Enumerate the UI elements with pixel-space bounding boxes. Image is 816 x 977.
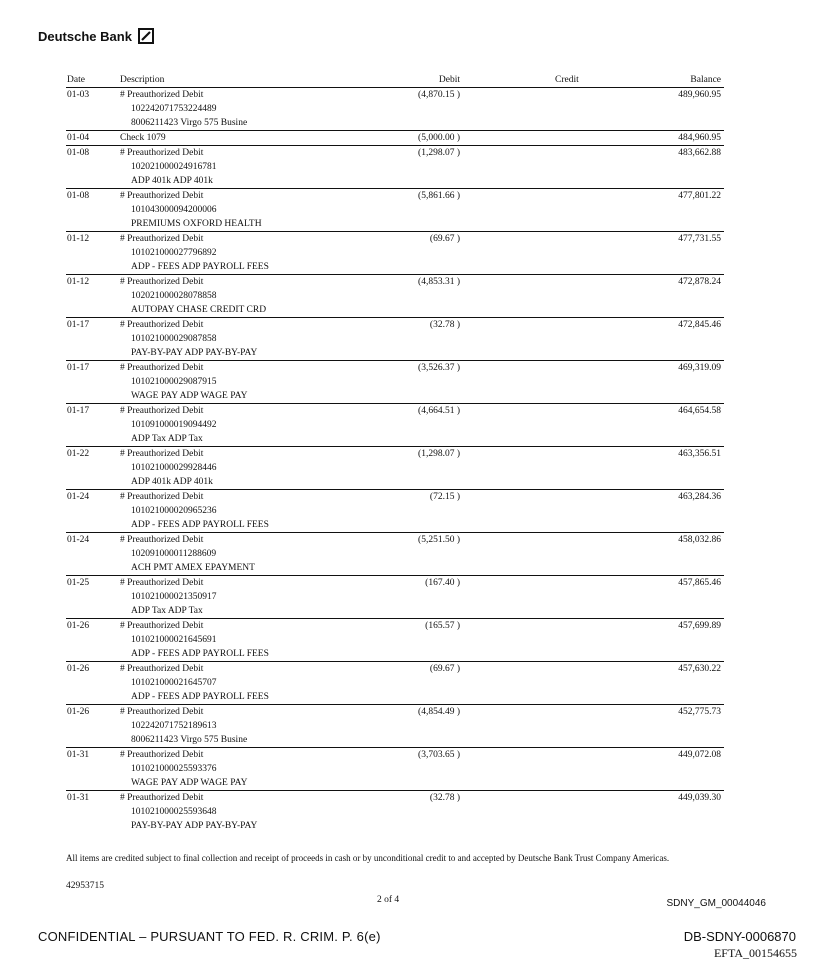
row-date: 01-31: [67, 793, 90, 803]
row-debit: (4,854.49 ): [418, 707, 460, 717]
row-description: [120, 490, 269, 532]
description-detail: 101021000029928446: [131, 463, 217, 473]
description-detail: WAGE PAY ADP WAGE PAY: [131, 391, 248, 401]
description-detail: ADP - FEES ADP PAYROLL FEES: [131, 520, 269, 530]
row-balance: 449,072.08: [678, 750, 721, 760]
description-type: # Preauthorized Debit: [120, 277, 204, 287]
table-row: [66, 576, 724, 619]
description-type: # Preauthorized Debit: [120, 406, 204, 416]
row-description: [120, 791, 257, 833]
row-description: [120, 447, 217, 489]
row-description: [120, 318, 257, 360]
description-detail: 101021000029087858: [131, 334, 217, 344]
description-detail: ADP Tax ADP Tax: [131, 434, 203, 444]
table-row: [66, 748, 724, 791]
row-debit: (69.67 ): [429, 664, 460, 674]
row-balance: 463,356.51: [678, 449, 721, 459]
description-detail: 102242071752189613: [131, 721, 217, 731]
row-date: 01-08: [67, 148, 90, 158]
row-balance: 483,662.88: [678, 148, 721, 158]
row-debit: (1,298.07 ): [418, 449, 460, 459]
row-debit: (165.57 ): [425, 621, 460, 631]
description-type: # Preauthorized Debit: [120, 90, 204, 100]
bates-db-sdny: DB-SDNY-0006870: [683, 929, 796, 944]
row-date: 01-25: [67, 578, 90, 588]
table-row: [66, 232, 724, 275]
row-debit: (4,853.31 ): [418, 277, 460, 287]
description-detail: ADP Tax ADP Tax: [131, 606, 203, 616]
table-header: [66, 73, 724, 88]
row-debit: (5,861.66 ): [418, 191, 460, 201]
table-row: [66, 705, 724, 748]
row-debit: (4,870.15 ): [418, 90, 460, 100]
description-detail: 101021000029087915: [131, 377, 217, 387]
description-detail: 102021000028078858: [131, 291, 217, 301]
row-balance: 457,630.22: [678, 664, 721, 674]
table-row: [66, 791, 724, 833]
row-date: 01-08: [67, 191, 90, 201]
row-description: [120, 662, 269, 704]
row-date: 01-24: [67, 492, 90, 502]
description-type: # Preauthorized Debit: [120, 535, 204, 545]
description-type: # Preauthorized Debit: [120, 578, 204, 588]
row-date: 01-17: [67, 406, 90, 416]
row-description: [120, 131, 166, 145]
row-date: 01-12: [67, 234, 90, 244]
table-row: [66, 533, 724, 576]
description-detail: 8006211423 Virgo 575 Busine: [131, 118, 248, 128]
table-row: [66, 662, 724, 705]
row-description: [120, 705, 247, 747]
description-detail: 101021000027796892: [131, 248, 217, 258]
description-detail: 102021000024916781: [131, 162, 217, 172]
row-description: [120, 146, 217, 188]
row-debit: (167.40 ): [425, 578, 460, 588]
description-detail: AUTOPAY CHASE CREDIT CRD: [131, 305, 267, 315]
row-date: 01-04: [67, 133, 90, 143]
row-balance: 449,039.30: [678, 793, 721, 803]
row-balance: 458,032.86: [678, 535, 721, 545]
description-detail: 101021000021645707: [131, 678, 217, 688]
description-detail: 101021000021645691: [131, 635, 217, 645]
table-row: [66, 447, 724, 490]
row-description: [120, 189, 262, 231]
row-date: 01-26: [67, 664, 90, 674]
description-detail: 101021000025593648: [131, 807, 217, 817]
description-type: Check 1079: [120, 133, 166, 143]
account-reference: 42953715: [66, 881, 104, 891]
table-row: [66, 361, 724, 404]
row-date: 01-31: [67, 750, 90, 760]
description-type: # Preauthorized Debit: [120, 621, 204, 631]
row-date: 01-22: [67, 449, 90, 459]
row-balance: 457,699.89: [678, 621, 721, 631]
disclaimer-text: All items are credited subject to final collection and receipt of proceeds in cash or by unconditional credit to and accepted by Deutsche Bank Trust Company Americas.: [66, 853, 670, 863]
bank-name: Deutsche Bank: [38, 28, 132, 44]
row-description: [120, 619, 269, 661]
transaction-table: [66, 73, 724, 833]
row-debit: (5,000.00 ): [418, 133, 460, 143]
row-debit: (32.78 ): [429, 793, 460, 803]
row-debit: (3,703.65 ): [418, 750, 460, 760]
description-type: # Preauthorized Debit: [120, 664, 204, 674]
row-date: 01-17: [67, 363, 90, 373]
row-balance: 484,960.95: [678, 133, 721, 143]
table-row: [66, 318, 724, 361]
row-debit: (1,298.07 ): [418, 148, 460, 158]
description-detail: 101091000019094492: [131, 420, 217, 430]
description-detail: WAGE PAY ADP WAGE PAY: [131, 778, 248, 788]
row-date: 01-24: [67, 535, 90, 545]
table-row: [66, 189, 724, 232]
table-body: [66, 88, 724, 833]
col-debit: Debit: [438, 75, 460, 85]
description-type: # Preauthorized Debit: [120, 320, 204, 330]
row-debit: (3,526.37 ): [418, 363, 460, 373]
row-description: [120, 404, 217, 446]
bates-efta: EFTA_00154655: [713, 946, 797, 960]
description-detail: ADP - FEES ADP PAYROLL FEES: [131, 692, 269, 702]
row-debit: (32.78 ): [429, 320, 460, 330]
description-detail: ADP - FEES ADP PAYROLL FEES: [131, 262, 269, 272]
row-balance: 477,731.55: [678, 234, 721, 244]
description-type: # Preauthorized Debit: [120, 363, 204, 373]
description-detail: 101021000021350917: [131, 592, 217, 602]
row-debit: (4,664.51 ): [418, 406, 460, 416]
deutsche-bank-logo-icon: [138, 28, 154, 44]
description-detail: PAY-BY-PAY ADP PAY-BY-PAY: [131, 348, 258, 358]
description-detail: PREMIUMS OXFORD HEALTH: [131, 219, 262, 229]
description-detail: PAY-BY-PAY ADP PAY-BY-PAY: [131, 821, 258, 831]
row-balance: 464,654.58: [678, 406, 721, 416]
row-debit: (5,251.50 ): [418, 535, 460, 545]
description-detail: 101043000094200006: [131, 205, 217, 215]
col-date: Date: [67, 75, 85, 85]
row-description: [120, 361, 248, 403]
description-detail: 8006211423 Virgo 575 Busine: [131, 735, 248, 745]
table-row: [66, 88, 724, 131]
row-description: [120, 232, 269, 274]
confidential-notice: CONFIDENTIAL – PURSUANT TO FED. R. CRIM. P. 6(e): [38, 929, 381, 944]
row-description: [120, 533, 255, 575]
bates-sdny-gm: SDNY_GM_00044046: [666, 898, 766, 909]
row-date: 01-26: [67, 621, 90, 631]
description-type: # Preauthorized Debit: [120, 191, 204, 201]
description-type: # Preauthorized Debit: [120, 492, 204, 502]
row-balance: 472,845.46: [678, 320, 721, 330]
row-balance: 472,878.24: [678, 277, 721, 287]
row-debit: (72.15 ): [429, 492, 460, 502]
description-type: # Preauthorized Debit: [120, 750, 204, 760]
description-type: # Preauthorized Debit: [120, 449, 204, 459]
row-description: [120, 88, 247, 130]
row-balance: 489,960.95: [678, 90, 721, 100]
col-description: Description: [120, 75, 165, 85]
row-date: 01-26: [67, 707, 90, 717]
description-detail: 101021000025593376: [131, 764, 217, 774]
description-detail: ADP - FEES ADP PAYROLL FEES: [131, 649, 269, 659]
row-balance: 457,865.46: [678, 578, 721, 588]
row-description: [120, 275, 266, 317]
row-description: [120, 748, 248, 790]
table-row: [66, 404, 724, 447]
description-detail: ADP 401k ADP 401k: [131, 477, 213, 487]
row-balance: 477,801.22: [678, 191, 721, 201]
description-type: # Preauthorized Debit: [120, 148, 204, 158]
row-description: [120, 576, 217, 618]
description-detail: 102091000011288609: [131, 549, 217, 559]
row-balance: 469,319.09: [678, 363, 721, 373]
col-credit: Credit: [555, 75, 579, 85]
table-row: [66, 146, 724, 189]
row-date: 01-03: [67, 90, 90, 100]
row-balance: 452,775.73: [678, 707, 721, 717]
col-balance: Balance: [690, 75, 721, 85]
bank-logo: [38, 28, 154, 44]
description-detail: 102242071753224489: [131, 104, 217, 114]
table-row: [66, 490, 724, 533]
row-balance: 463,284.36: [678, 492, 721, 502]
description-type: # Preauthorized Debit: [120, 707, 204, 717]
row-date: 01-12: [67, 277, 90, 287]
description-detail: ACH PMT AMEX EPAYMENT: [131, 563, 255, 573]
description-type: # Preauthorized Debit: [120, 234, 204, 244]
table-row: [66, 275, 724, 318]
description-detail: 101021000020965236: [131, 506, 217, 516]
table-row: [66, 131, 724, 146]
page-number: 2 of 4: [377, 895, 400, 905]
row-debit: (69.67 ): [429, 234, 460, 244]
description-detail: ADP 401k ADP 401k: [131, 176, 213, 186]
row-date: 01-17: [67, 320, 90, 330]
table-row: [66, 619, 724, 662]
description-type: # Preauthorized Debit: [120, 793, 204, 803]
